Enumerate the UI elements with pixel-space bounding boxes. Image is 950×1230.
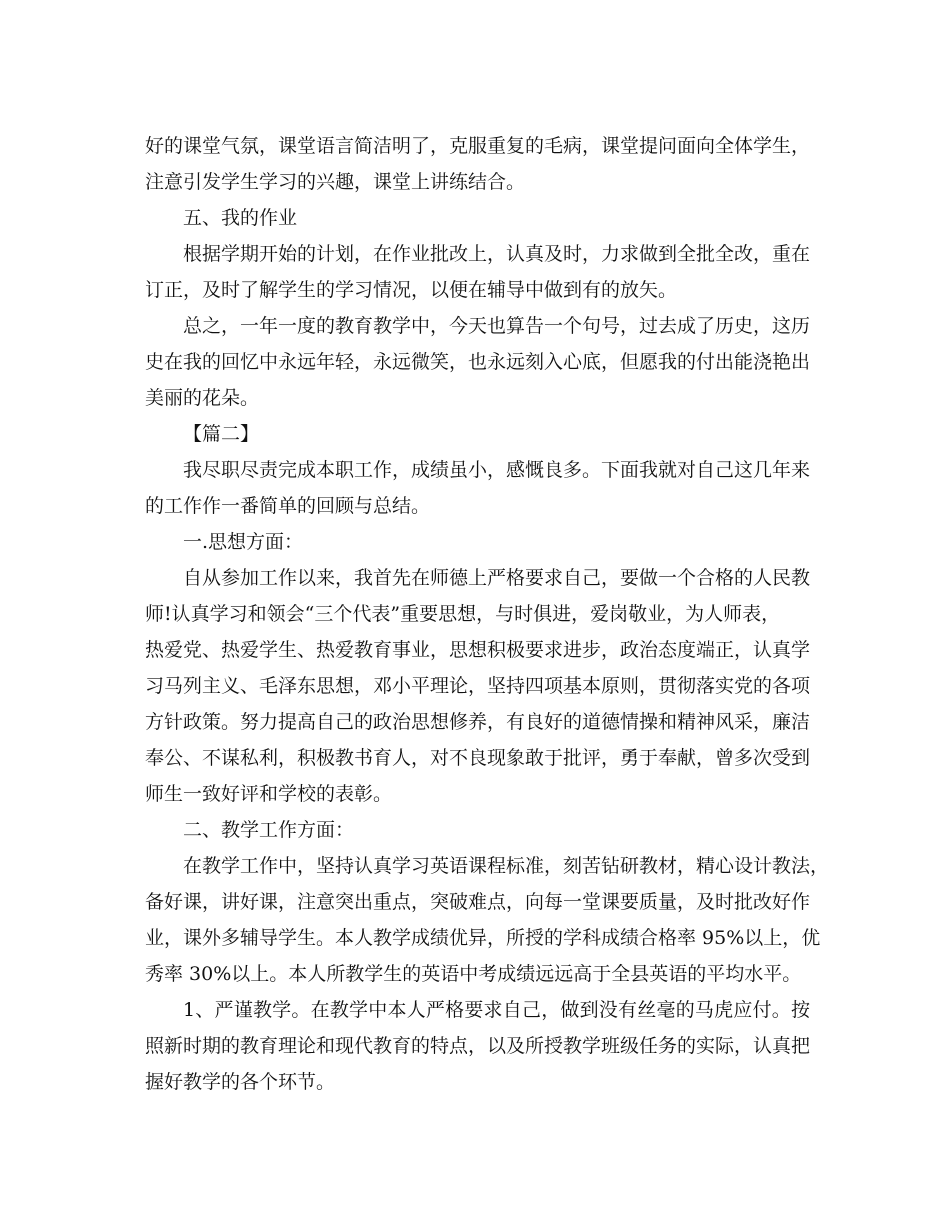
text-line: 师生一致好评和学校的表彰。 xyxy=(145,783,393,805)
text-line: 师!认真学习和领会“三个代表”重要思想，与时俱进，爱岗敬业，为人师表， xyxy=(145,603,781,625)
text-line: 习马列主义、毛泽东思想，邓小平理论，坚持四项基本原则，贯彻落实党的各项 xyxy=(145,675,811,697)
text-line: 备好课，讲好课，注意突出重点，突破难点，向每一堂课要质量，及时批改好作 xyxy=(145,891,811,913)
text-line: 握好教学的各个环节。 xyxy=(145,1071,336,1093)
text-line: 业，课外多辅导学生。本人教学成绩优异，所授的学科成绩合格率 95%以上，优 xyxy=(145,927,821,949)
text-line: 我尽职尽责完成本职工作，成绩虽小，感慨良多。下面我就对自己这几年来 xyxy=(183,459,811,481)
text-line: 的工作作一番简单的回顾与总结。 xyxy=(145,495,431,517)
section-heading: 一.思想方面： xyxy=(183,531,304,553)
text-line: 1、严谨教学。在教学中本人严格要求自己，做到没有丝毫的马虎应付。按 xyxy=(183,999,810,1021)
text-line: 照新时期的教育理论和现代教育的特点，以及所授教学班级任务的实际，认真把 xyxy=(145,1035,811,1057)
text-line: 根据学期开始的计划，在作业批改上，认真及时，力求做到全批全改，重在 xyxy=(183,243,811,265)
text-line: 方针政策。努力提高自己的政治思想修养，有良好的道德情操和精神风采，廉洁 xyxy=(145,711,811,733)
text-line: 热爱党、热爱学生、热爱教育事业，思想积极要求进步，政治态度端正，认真学 xyxy=(145,639,811,661)
text-line: 订正，及时了解学生的学习情况，以便在辅导中做到有的放矢。 xyxy=(145,279,678,301)
section-heading: 二、教学工作方面： xyxy=(183,819,355,841)
text-line: 在教学工作中，坚持认真学习英语课程标准，刻苦钻研教材，精心设计教法， xyxy=(183,855,830,877)
text-line: 自从参加工作以来，我首先在师德上严格要求自己，要做一个合格的人民教 xyxy=(183,567,811,589)
section-heading: 五、我的作业 xyxy=(183,207,298,229)
part-heading: 【篇二】 xyxy=(183,423,260,445)
text-line: 好的课堂气氛，课堂语言简洁明了，克服重复的毛病，课堂提问面向全体学生， xyxy=(145,135,811,157)
text-line: 史在我的回忆中永远年轻，永远微笑，也永远刻入心底，但愿我的付出能浇艳出 xyxy=(145,351,811,373)
text-line: 美丽的花朵。 xyxy=(145,387,260,409)
text-line: 奉公、不谋私利，积极教书育人，对不良现象敢于批评，勇于奉献，曾多次受到 xyxy=(145,747,811,769)
document-body xyxy=(145,128,830,1100)
text-line: 注意引发学生学习的兴趣，课堂上讲练结合。 xyxy=(145,171,526,193)
text-line: 秀率 30%以上。本人所教学生的英语中考成绩远远高于全县英语的平均水平。 xyxy=(145,963,802,985)
text-line: 总之，一年一度的教育教学中，今天也算告一个句号，过去成了历史，这历 xyxy=(183,315,811,337)
